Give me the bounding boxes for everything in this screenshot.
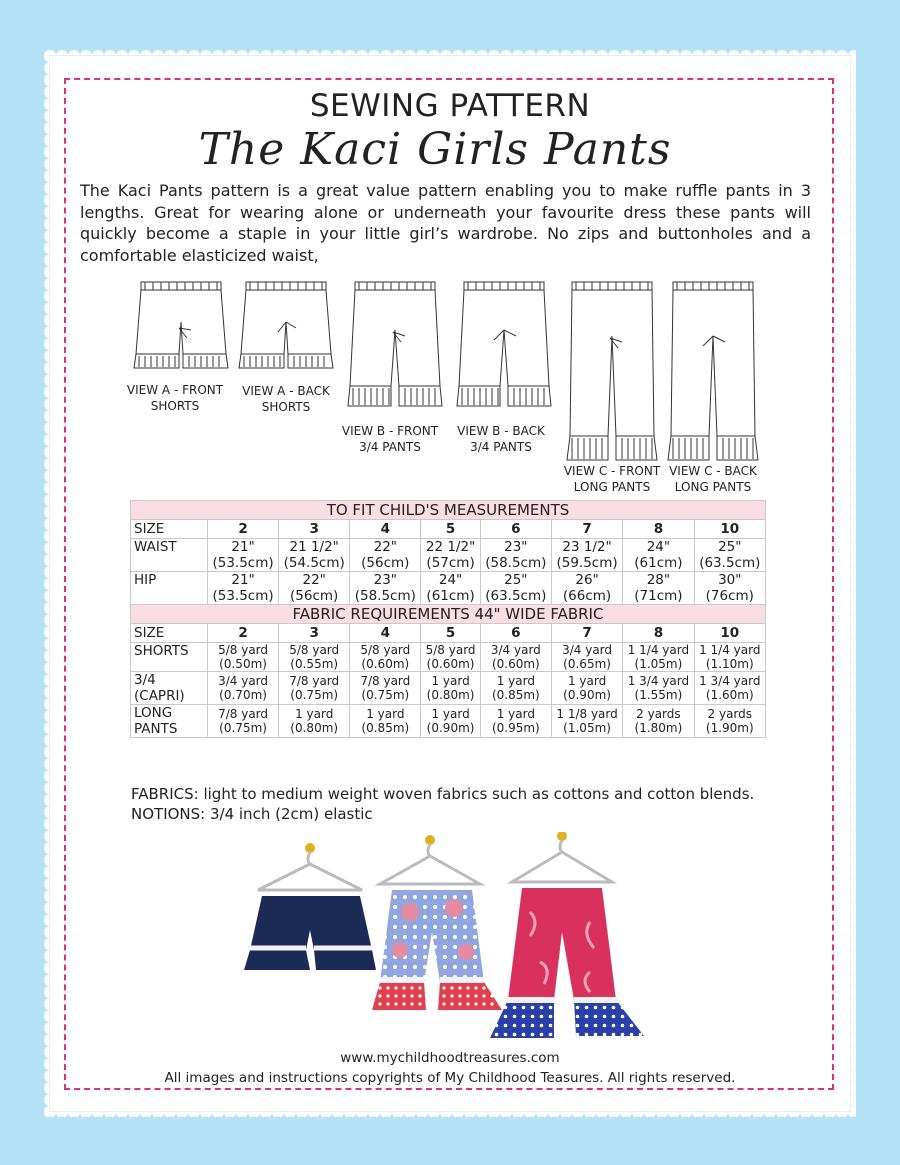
long-pants-front-drawing xyxy=(564,276,660,464)
capri-back-drawing xyxy=(456,276,552,411)
fabric-row-capri: 3/4 (CAPRI) 3/4 yard (0.70m) 7/8 yard (0.75m) 7/8 yard (0.75m) 1 yard (0.80m) 1 yard (0.85m) 1 yard (0.90m) 1 3/4 yard (1.55m) 1 3/4 yard (1.60m) xyxy=(131,672,766,705)
size-table: TO FIT CHILD'S MEASUREMENTS SIZE 2 3 4 5 6 7 8 10 WAIST 21" (53.5cm) 21 1/2" (54.5cm) 22" (56cm) 22 1/2" (57cm) 23" (58.5cm) 23 1/2" (59.5cm) 24" (61cm) 25" (63.5cm) HIP 21" (53.5cm) 22" (56cm) 23" (58.5cm) 24" (61cm) 25" (63.5cm) 26" (66cm) 28" (71cm) 30" (76cm) FABRIC REQUIREMENTS 44" WIDE FABRIC SIZE 2 3 4 5 6 7 8 10 SHORTS 5/8 yard (0.50m) 5/8 yard (0.55m) 5/8 yard (0.60m) 5/8 yard (0.60m) 3/4 yard (0.60m) 3/4 yard (0.65m) 1 1/4 yard (1.05m) 1 1/4 yard (1.10m) 3/4 (CAPRI) 3/4 yard (0.70m) 7/8 yard (0.75m) 7/8 yard (0.75m) 1 yard (0.80m) 1 yard (0.85m) 1 yard (0.90m) 1 3/4 yard (1.55m) 1 3/4 yard (1.60m) LONG PANTS 7/8 yard (0.75m) 1 yard (0.80m) 1 yard (0.85m) 1 yard (0.90m) 1 yard (0.95m) 1 1/8 yard (1.05m) 2 yards (1.80m) 2 yards (1.90m) xyxy=(130,500,766,738)
footer-url: www.mychildhoodtreasures.com xyxy=(340,1050,560,1066)
pattern-name: The Kaci Girls Pants xyxy=(198,124,672,175)
waist-row: WAIST 21" (53.5cm) 21 1/2" (54.5cm) 22" (56cm) 22 1/2" (57cm) 23" (58.5cm) 23 1/2" (59.5cm) 24" (61cm) 25" (63.5cm) xyxy=(131,539,766,572)
fabric-row-shorts: SHORTS 5/8 yard (0.50m) 5/8 yard (0.55m) 5/8 yard (0.60m) 5/8 yard (0.60m) 3/4 yard (0.60m) 3/4 yard (0.65m) 1 1/4 yard (1.05m) 1 1/4 yard (1.10m) xyxy=(131,643,766,672)
footer-copyright: All images and instructions copyrights of My Childhood Teasures. All rights reserved. xyxy=(164,1070,736,1086)
shorts-front-drawing xyxy=(133,276,229,371)
floral-capri xyxy=(380,890,484,982)
fabrics-note: FABRICS: light to medium weight woven fabrics such as cottons and cotton blends. xyxy=(131,785,755,803)
hanger-icon xyxy=(258,843,362,890)
notes xyxy=(131,784,754,824)
view-caption: VIEW C - FRONT LONG PANTS xyxy=(563,464,661,494)
hanger-icon xyxy=(512,832,612,882)
hanger-icon xyxy=(380,835,480,884)
hip-row: HIP 21" (53.5cm) 22" (56cm) 23" (58.5cm) 24" (61cm) 25" (63.5cm) 26" (66cm) 28" (71cm) 30" (76cm) xyxy=(131,572,766,605)
view-caption: VIEW A - BACK SHORTS xyxy=(242,384,330,414)
long-pants-back-drawing xyxy=(665,276,761,464)
capri-front-drawing xyxy=(347,276,443,411)
view-caption: VIEW B - FRONT 3/4 PANTS xyxy=(341,424,439,454)
fabric-heading: FABRIC REQUIREMENTS 44" WIDE FABRIC xyxy=(131,605,766,624)
view-caption: VIEW A - FRONT SHORTS xyxy=(126,383,224,413)
intro-paragraph: The Kaci Pants pattern is a great value pattern enabling you to make ruffle pants in 3 lengths. Great for wearing alone or underneath your favourite dress these pants will quickly become a staple in your little girl’s wardrobe. No zips and buttonholes and a comfortable elasticized waist, xyxy=(80,181,811,265)
measurements-heading: TO FIT CHILD'S MEASUREMENTS xyxy=(131,501,766,520)
pink-long-pants xyxy=(508,888,616,1000)
shorts-back-drawing xyxy=(238,276,334,371)
fabric-row-long: LONG PANTS 7/8 yard (0.75m) 1 yard (0.80m) 1 yard (0.85m) 1 yard (0.90m) 1 yard (0.95m) 1 1/8 yard (1.05m) 2 yards (1.80m) 2 yards (1.90m) xyxy=(131,705,766,738)
notions-note: NOTIONS: 3/4 inch (2cm) elastic xyxy=(131,805,373,823)
size-label: SIZE xyxy=(131,520,208,539)
page-title: SEWING PATTERN xyxy=(309,88,591,124)
garment-photos xyxy=(240,832,660,1047)
navy-shorts xyxy=(250,896,372,950)
view-caption: VIEW C - BACK LONG PANTS xyxy=(669,464,757,494)
view-caption: VIEW B - BACK 3/4 PANTS xyxy=(457,424,545,454)
